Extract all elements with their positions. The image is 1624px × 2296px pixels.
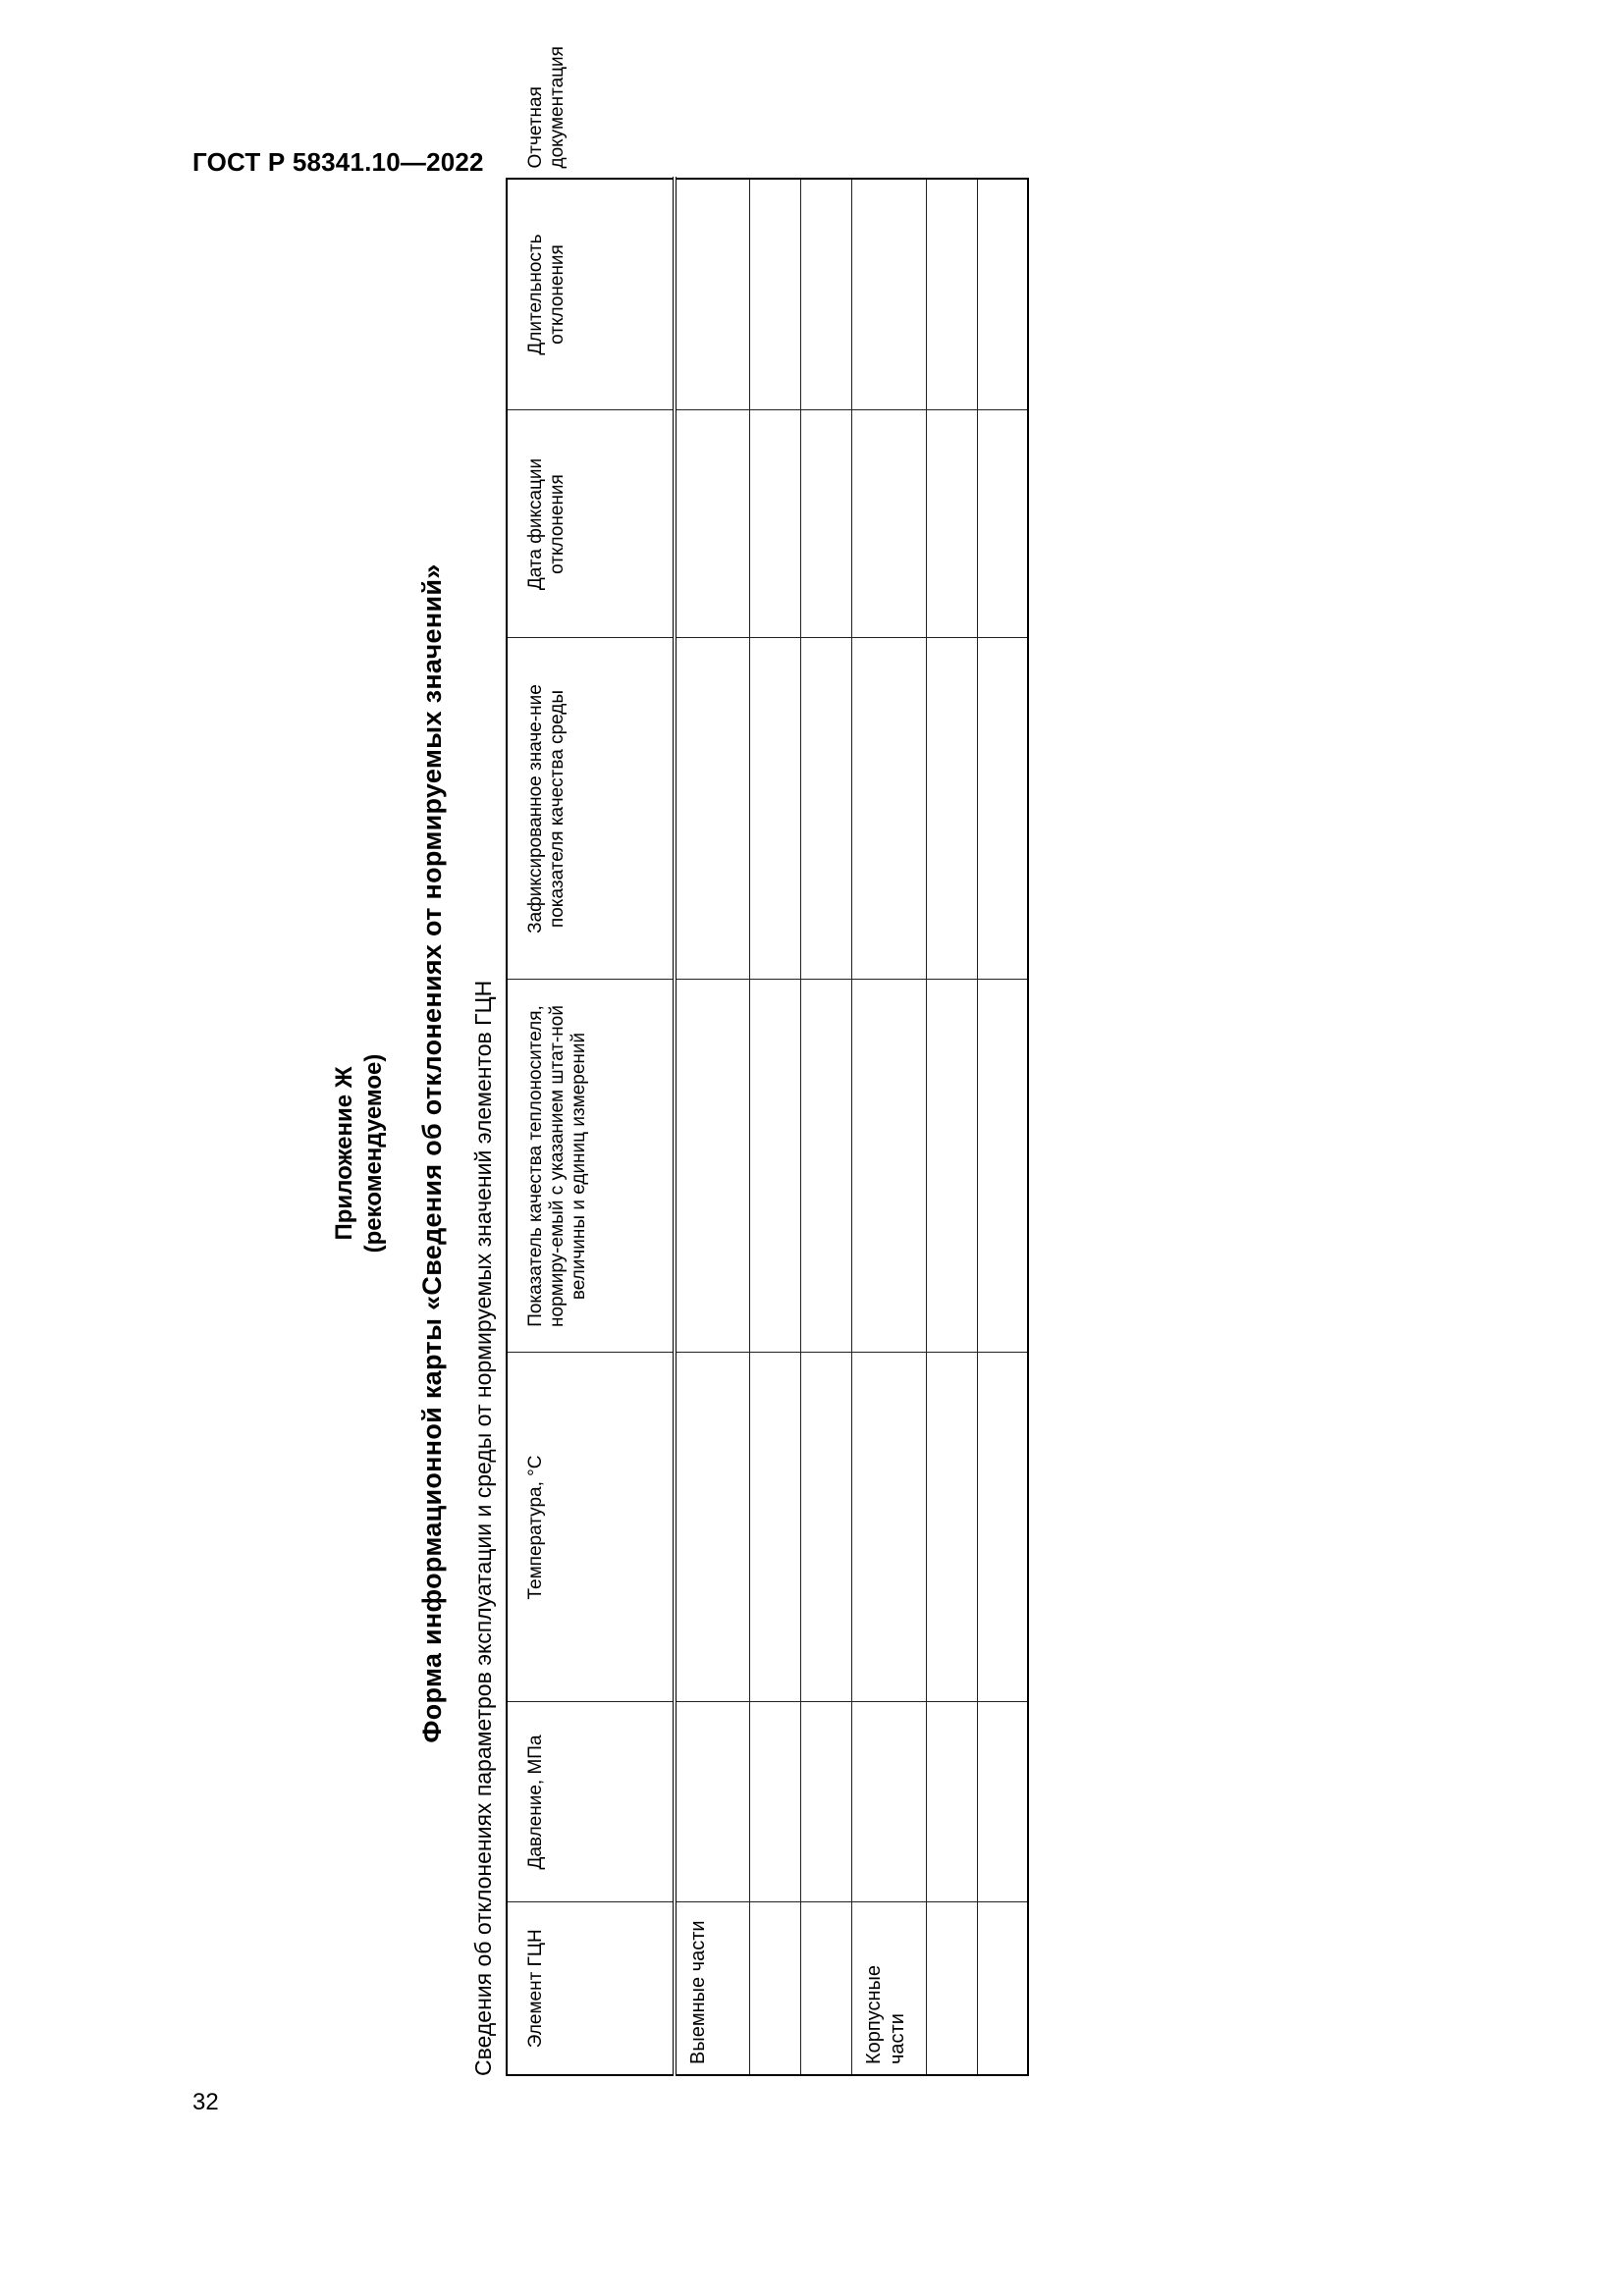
column-header-temperature: Температура, °С	[507, 1353, 675, 1702]
table-cell	[851, 980, 926, 1353]
table-cell	[749, 980, 800, 1353]
table-row	[926, 179, 977, 2075]
table-cell	[800, 638, 851, 980]
appendix-status: (рекомендуемое)	[360, 1053, 387, 1254]
column-header-recorded-value: Зафиксированное значе-ние показателя качества среды	[507, 638, 675, 980]
table-cell	[800, 179, 851, 410]
form-title: Форма информационной карты «Сведения об отклонениях от нормируемых значений»	[417, 563, 447, 1743]
table-cell	[749, 1702, 800, 1902]
table-cell	[977, 179, 1028, 410]
table-cell	[675, 638, 749, 980]
table-cell	[749, 1902, 800, 2075]
table-cell	[926, 1902, 977, 2075]
column-header-pressure: Давление, МПа	[507, 1702, 675, 1902]
table-cell	[800, 1902, 851, 2075]
appendix-title: Приложение Ж	[331, 1066, 357, 1241]
table-caption: Сведения об отклонениях параметров эксплуатации и среды от нормируемых значений элементов ГЦН	[470, 980, 496, 2076]
table-cell	[851, 638, 926, 980]
table-cell	[851, 410, 926, 638]
table-cell	[675, 1353, 749, 1702]
column-header-coolant-quality: Показатель качества теплоносителя, нормиру-емый с указанием штат-ной величины и единиц измерений	[507, 980, 675, 1353]
table-cell	[977, 410, 1028, 638]
table-cell	[675, 179, 749, 410]
table-cell	[977, 1702, 1028, 1902]
table-cell	[851, 179, 926, 410]
table-cell	[977, 638, 1028, 980]
table-row	[749, 179, 800, 2075]
table-cell	[926, 1702, 977, 1902]
table-cell	[977, 1353, 1028, 1702]
table-cell	[800, 1702, 851, 1902]
table-cell	[749, 1353, 800, 1702]
page-number: 32	[192, 2089, 219, 2115]
table-cell	[749, 410, 800, 638]
table-cell	[851, 1353, 926, 1702]
table-cell	[675, 410, 749, 638]
table-cell: Выемные части	[675, 1902, 749, 2075]
column-header-deviation-date: Дата фиксации отклонения	[507, 410, 675, 638]
table-cell	[800, 1353, 851, 1702]
table-row	[675, 179, 749, 2075]
table-cell	[926, 410, 977, 638]
table-row	[977, 179, 1028, 2075]
document-code: ГОСТ Р 58341.10—2022	[192, 147, 484, 177]
table-cell	[800, 410, 851, 638]
table-cell	[851, 1702, 926, 1902]
table-cell	[926, 1353, 977, 1702]
table-cell	[800, 980, 851, 1353]
table-cell	[749, 638, 800, 980]
table-row	[800, 179, 851, 2075]
table-cell	[675, 980, 749, 1353]
table-cell	[926, 980, 977, 1353]
table-header-row: Элемент ГЦН Давление, МПа Температура, °С Показатель качества теплоносителя, нормиру-емый с указанием штат-ной величины и единиц измерений Зафиксированное значе-ние показателя качества среды Дата фиксации отклонения Длительность отклонения Отчетная документация	[507, 179, 675, 2075]
table-cell	[926, 179, 977, 410]
column-header-element: Элемент ГЦН	[507, 1902, 675, 2075]
table-row	[851, 179, 926, 2075]
table-cell	[926, 638, 977, 980]
table-cell	[977, 980, 1028, 1353]
table-cell: Корпусные части	[851, 1902, 926, 2075]
table-cell	[749, 179, 800, 410]
table-cell	[675, 1702, 749, 1902]
table-cell	[977, 1902, 1028, 2075]
column-header-deviation-duration: Длительность отклонения	[507, 179, 675, 410]
deviation-info-table	[506, 46, 1029, 2076]
